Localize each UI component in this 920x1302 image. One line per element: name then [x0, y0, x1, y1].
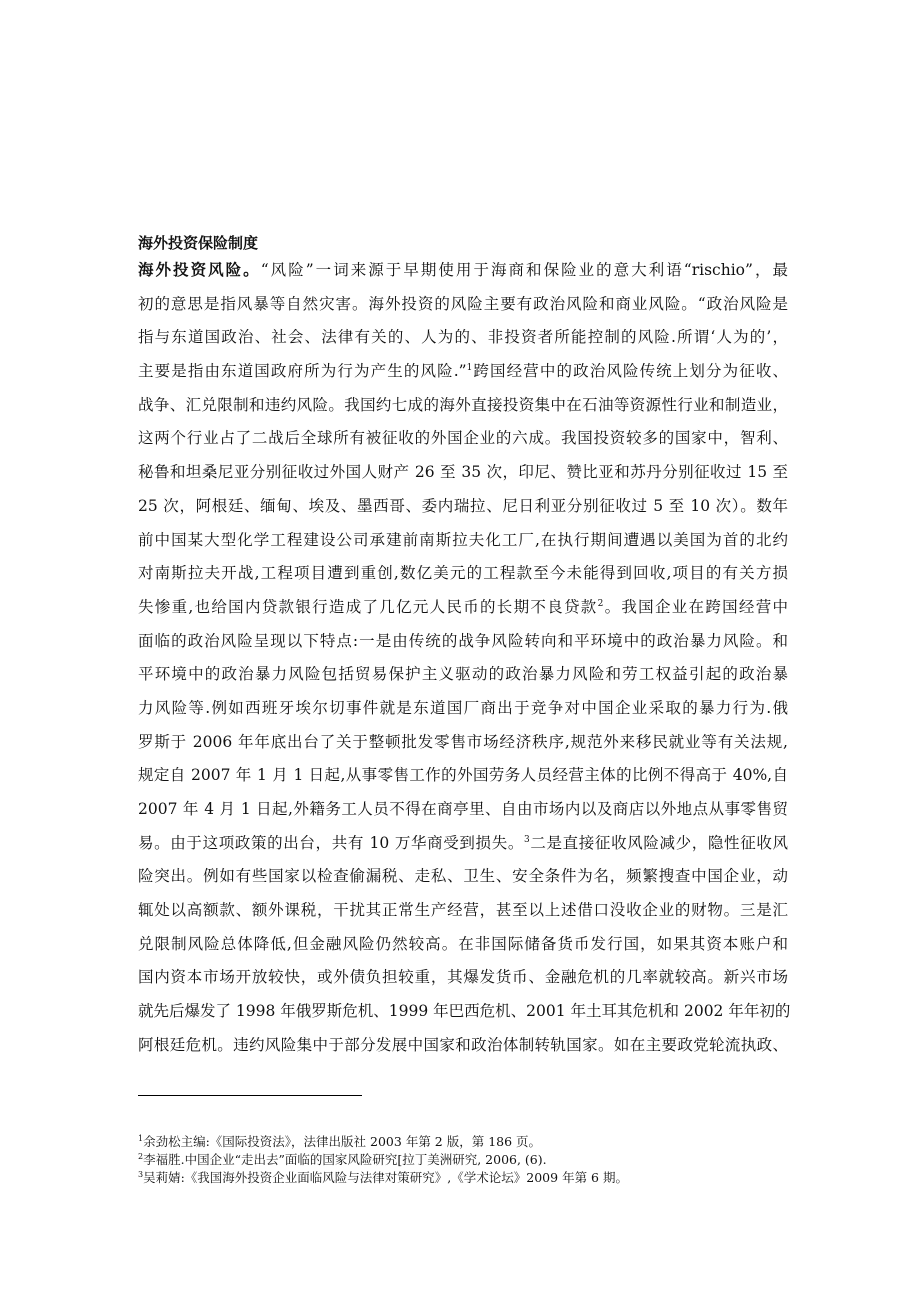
text-run: 秘鲁和坦桑尼亚分别征收过外国人财产 26 至 35 次，印尼、赞比亚和苏丹分别征收过 15 至: [138, 463, 788, 482]
text-run: 易。由于这项政策的出台，共有 10 万华商受到损失。: [138, 833, 524, 852]
text-run: 险突出。例如有些国家以检查偷漏税、走私、卫生、安全条件为名，频繁搜查中国企业，动: [138, 867, 788, 886]
text-line: [138, 696, 788, 730]
text-line: [138, 864, 788, 898]
document-title: 海外投资保险制度: [138, 234, 259, 252]
text-line: [138, 528, 788, 562]
text-run: 这两个行业占了二战后全球所有被征收的外国企业的六成。我国投资较多的国家中，智利、: [138, 429, 788, 448]
footnote-text: 李福胜.中国企业“走出去”面临的国家风险研究[拉丁美洲研究, 2006, (6).: [143, 1152, 547, 1167]
text-line: [138, 494, 788, 528]
text-line: [138, 730, 788, 764]
text-line: [138, 292, 788, 326]
text-run: 失惨重,也给国内贷款银行造成了几亿元人民币的长期不良贷款: [138, 597, 598, 616]
text-line: [138, 629, 788, 663]
text-run: 面临的政治风险呈现以下特点:一是由传统的战争风险转向和平环境中的政治暴力风险。和: [138, 631, 788, 650]
footnote-number: 1: [138, 1134, 144, 1143]
text-run: 二是直接征收风险减少，隐性征收风: [529, 833, 788, 852]
text-run: “风险”一词来源于早期使用于海商和保险业的意大利语“rischio”，最: [260, 261, 788, 279]
text-run: 。我国企业在跨国经营中: [603, 597, 788, 616]
text-run: 前中国某大型化学工程建设公司承建前南斯拉夫化工厂,在执行期间遭遇以美国为首的北约: [138, 530, 788, 549]
text-run: 辄处以高额款、额外课税，干扰其正常生产经营，甚至以上述借口没收企业的财物。三是汇: [138, 901, 788, 920]
text-run: 就先后爆发了 1998 年俄罗斯危机、1999 年巴西危机、2001 年土耳其危机和 2002 年年初的: [138, 1002, 791, 1021]
text-run: 规定自 2007 年 1 月 1 日起,从事零售工作的外国劳务人员经营主体的比例不得高于 40%,自: [138, 766, 788, 785]
text-line: [138, 932, 788, 966]
text-line: [138, 393, 788, 427]
text-run: 阿根廷危机。违约风险集中于部分发展中国家和政治体制转轨国家。如在主要政党轮流执政、: [138, 1035, 788, 1054]
text-run: 初的意思是指风暴等自然灾害。海外投资的风险主要有政治风险和商业风险。“政治风险是: [138, 294, 788, 313]
text-run: 跨国经营中的政治风险传统上划分为征收、: [472, 362, 788, 381]
footnote: [138, 1133, 628, 1151]
footnote: [138, 1151, 628, 1169]
footnote-number: 3: [138, 1170, 144, 1179]
text-run: 战争、汇兑限制和违约风险。我国约七成的海外直接投资集中在石油等资源性行业和制造业，: [138, 395, 788, 414]
footnote-number: 2: [138, 1152, 144, 1161]
text-run: 力风险等.例如西班牙埃尔切事件就是东道国厂商出于竞争对中国企业采取的暴力行为.俄: [138, 698, 788, 717]
footnotes: [138, 1133, 628, 1187]
footnote-text: 余劲松主编:《国际投资法》，法律出版社 2003 年第 2 版，第 186 页。: [143, 1134, 542, 1149]
text-line: [138, 325, 788, 359]
text-line: [138, 359, 788, 393]
text-line: [138, 831, 788, 865]
text-line: [138, 797, 788, 831]
text-line: [138, 561, 788, 595]
footnote-ref: 2: [597, 598, 604, 609]
text-line: [138, 595, 788, 629]
footnote-ref: 3: [523, 834, 530, 845]
body-text: [138, 258, 791, 1067]
text-run: 罗斯于 2006 年年底出台了关于整顿批发零售市场经济秩序,规范外来移民就业等有关法规,: [138, 732, 788, 751]
text-line: [138, 426, 788, 460]
text-run: 对南斯拉夫开战,工程项目遭到重创,数亿美元的工程款至今未能得到回收,项目的有关方损: [138, 564, 788, 583]
text-run: 兑限制风险总体降低,但金融风险仍然较高。在非国际储备货币发行国，如果其资本账户和: [138, 934, 788, 953]
text-line: [138, 1033, 788, 1067]
text-line: [138, 965, 788, 999]
text-line: [138, 898, 788, 932]
text-line: [138, 460, 788, 494]
footnote: [138, 1169, 628, 1187]
text-run: 25 次，阿根廷、缅甸、埃及、墨西哥、委内瑞拉、尼日利亚分别征收过 5 至 10 次）。数年: [138, 496, 788, 515]
text-line: [138, 662, 788, 696]
text-run: 指与东道国政治、社会、法律有关的、人为的、非投资者所能控制的风险.所谓‘人为的’，: [138, 328, 788, 347]
text-run: 平环境中的政治暴力风险包括贸易保护主义驱动的政治暴力风险和劳工权益引起的政治暴: [138, 665, 788, 684]
footnote-divider: [138, 1095, 362, 1096]
text-line: [138, 999, 791, 1033]
text-run: 主要是指由东道国政府所为行为产生的风险.”: [138, 362, 467, 381]
text-run: 国内资本市场开放较快，或外债负担较重，其爆发货币、金融危机的几率就较高。新兴市场: [138, 968, 788, 987]
footnote-ref: 1: [466, 363, 473, 374]
text-line: [138, 763, 788, 797]
bold-lead-in: 海外投资风险。: [138, 261, 261, 279]
footnote-text: 吴莉婧:《我国海外投资企业面临风险与法律对策研究》,《学术论坛》2009 年第 6 期。: [143, 1170, 628, 1185]
text-line: [138, 258, 788, 292]
text-run: 2007 年 4 月 1 日起,外籍务工人员不得在商亭里、自由市场内以及商店以外地点从事零售贸: [138, 800, 788, 818]
